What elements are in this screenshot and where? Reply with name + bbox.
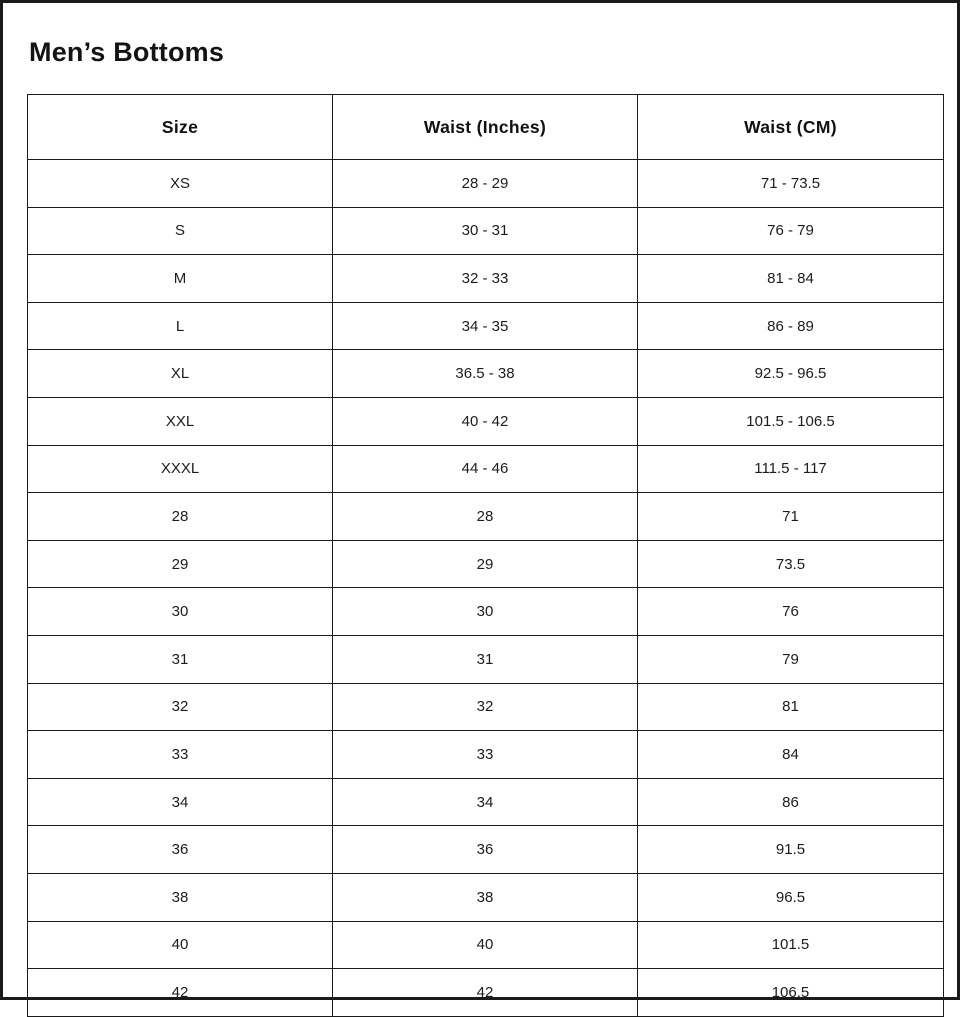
cell-waist-inches: 28 - 29 xyxy=(333,160,638,208)
cell-size: 28 xyxy=(28,493,333,541)
cell-waist-inches: 30 - 31 xyxy=(333,207,638,255)
cell-size: 31 xyxy=(28,635,333,683)
table-row xyxy=(28,969,944,1017)
cell-waist-cm: 92.5 - 96.5 xyxy=(638,350,944,398)
cell-waist-inches: 34 - 35 xyxy=(333,302,638,350)
cell-waist-cm: 71 - 73.5 xyxy=(638,160,944,208)
cell-waist-inches: 38 xyxy=(333,873,638,921)
cell-size: XL xyxy=(28,350,333,398)
cell-waist-cm: 81 xyxy=(638,683,944,731)
table-row xyxy=(28,921,944,969)
cell-size: M xyxy=(28,255,333,303)
cell-size: 33 xyxy=(28,731,333,779)
cell-waist-inches: 34 xyxy=(333,778,638,826)
table-header-row xyxy=(28,95,944,160)
table-row xyxy=(28,302,944,350)
cell-size: 40 xyxy=(28,921,333,969)
cell-waist-cm: 111.5 - 117 xyxy=(638,445,944,493)
cell-waist-cm: 84 xyxy=(638,731,944,779)
cell-size: XS xyxy=(28,160,333,208)
table-header xyxy=(28,95,944,160)
cell-waist-cm: 96.5 xyxy=(638,873,944,921)
table-row xyxy=(28,826,944,874)
table-row xyxy=(28,873,944,921)
cell-size: 38 xyxy=(28,873,333,921)
cell-waist-cm: 101.5 xyxy=(638,921,944,969)
cell-size: 42 xyxy=(28,969,333,1017)
cell-waist-cm: 106.5 xyxy=(638,969,944,1017)
cell-waist-inches: 36 xyxy=(333,826,638,874)
table-row xyxy=(28,160,944,208)
table-row xyxy=(28,350,944,398)
cell-waist-inches: 31 xyxy=(333,635,638,683)
page-title: Men’s Bottoms xyxy=(29,37,225,67)
column-header-waist-cm: Waist (CM) xyxy=(638,95,944,160)
cell-waist-cm: 81 - 84 xyxy=(638,255,944,303)
table-row xyxy=(28,588,944,636)
cell-waist-inches: 29 xyxy=(333,540,638,588)
table-body xyxy=(28,160,944,1017)
cell-waist-cm: 86 - 89 xyxy=(638,302,944,350)
cell-waist-inches: 32 xyxy=(333,683,638,731)
cell-waist-cm: 71 xyxy=(638,493,944,541)
cell-waist-inches: 28 xyxy=(333,493,638,541)
table-row xyxy=(28,207,944,255)
cell-size: 29 xyxy=(28,540,333,588)
column-header-waist-inches: Waist (Inches) xyxy=(333,95,638,160)
cell-waist-cm: 101.5 - 106.5 xyxy=(638,397,944,445)
cell-waist-cm: 86 xyxy=(638,778,944,826)
cell-size: XXL xyxy=(28,397,333,445)
cell-size: 30 xyxy=(28,588,333,636)
cell-size: S xyxy=(28,207,333,255)
cell-waist-inches: 44 - 46 xyxy=(333,445,638,493)
cell-waist-cm: 76 - 79 xyxy=(638,207,944,255)
cell-waist-cm: 73.5 xyxy=(638,540,944,588)
cell-waist-inches: 40 - 42 xyxy=(333,397,638,445)
size-chart-table xyxy=(27,94,944,1017)
table-row xyxy=(28,683,944,731)
cell-size: L xyxy=(28,302,333,350)
cell-waist-inches: 33 xyxy=(333,731,638,779)
table-row xyxy=(28,397,944,445)
cell-waist-inches: 42 xyxy=(333,969,638,1017)
table-row xyxy=(28,445,944,493)
cell-size: 36 xyxy=(28,826,333,874)
table-row xyxy=(28,635,944,683)
table-row xyxy=(28,778,944,826)
cell-size: 32 xyxy=(28,683,333,731)
cell-waist-inches: 40 xyxy=(333,921,638,969)
table-row xyxy=(28,255,944,303)
cell-waist-cm: 91.5 xyxy=(638,826,944,874)
column-header-size: Size xyxy=(28,95,333,160)
table-row xyxy=(28,540,944,588)
cell-size: XXXL xyxy=(28,445,333,493)
cell-waist-inches: 30 xyxy=(333,588,638,636)
table-row xyxy=(28,731,944,779)
cell-size: 34 xyxy=(28,778,333,826)
cell-waist-cm: 79 xyxy=(638,635,944,683)
cell-waist-inches: 32 - 33 xyxy=(333,255,638,303)
cell-waist-inches: 36.5 - 38 xyxy=(333,350,638,398)
cell-waist-cm: 76 xyxy=(638,588,944,636)
table-row xyxy=(28,493,944,541)
page-content xyxy=(3,3,957,1017)
